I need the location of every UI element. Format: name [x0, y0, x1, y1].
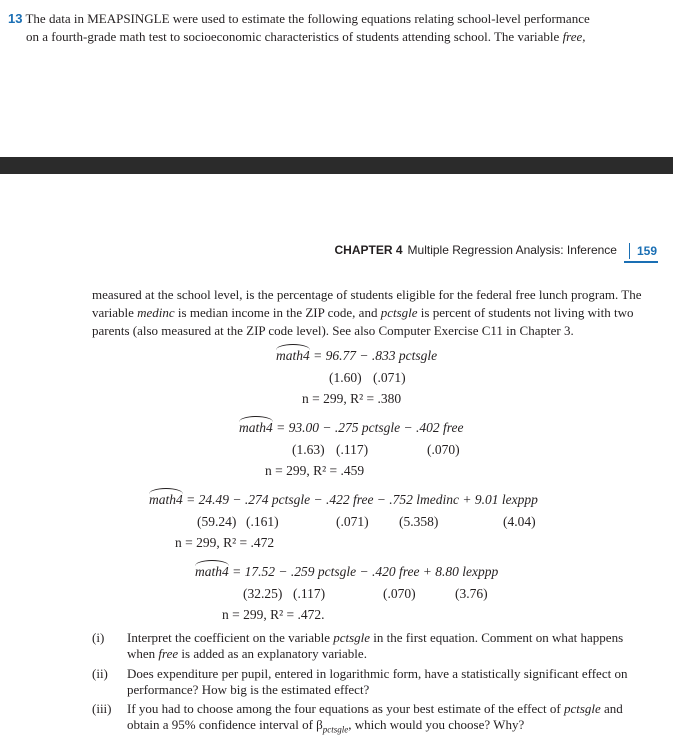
equation-3-se-5: (4.04)	[503, 514, 536, 529]
paragraph-text: is median income in the ZIP code, and	[177, 305, 378, 320]
question-text	[127, 701, 662, 738]
variable-pctsgle: pctsgle	[333, 630, 371, 645]
equation-2	[239, 420, 463, 436]
equation-1	[276, 348, 437, 364]
paragraph-text: measured at the school level, is the percentage of students eligible for the federal free lunch program. The	[92, 287, 642, 302]
question-label: (i)	[92, 630, 105, 645]
variable-free: free,	[562, 29, 586, 44]
equation-rhs: = 93.00 − .275 pctsgle − .402	[276, 420, 440, 435]
equation-1-stats: n = 299, R² = .380	[302, 391, 402, 406]
equation-4-se-1: (32.25)	[243, 586, 283, 601]
question-label: (iii)	[92, 701, 112, 716]
chapter-label: CHAPTER 4	[334, 243, 403, 257]
continuation-line-1	[92, 287, 642, 303]
equation-4-stats: n = 299, R² = .472.	[222, 607, 325, 622]
variable-pctsgle: pctsgle	[563, 701, 601, 716]
question-text-part: and	[604, 701, 623, 716]
question-iii	[92, 701, 662, 738]
continuation-line-3	[92, 323, 574, 339]
equation-3-se-2: (.161)	[246, 514, 279, 529]
question-text-part: Does expenditure per pupil, entered in logarithmic form, have a statistically significant effect on	[127, 666, 628, 681]
question-label: (ii)	[92, 666, 108, 681]
equation-4-se-4: (3.76)	[455, 586, 488, 601]
problem-text: on a fourth-grade math test to socioeconomic characteristics of students attending school. The variable	[26, 29, 560, 44]
question-text-part: If you had to choose among the four equations as your best estimate of the effect of	[127, 701, 561, 716]
variable-free: free	[158, 646, 179, 661]
equation-3	[149, 492, 538, 508]
equation-3-se-3: (.071)	[336, 514, 369, 529]
variable-medinc: medinc	[137, 305, 175, 320]
problem-number: 13	[8, 11, 23, 26]
equation-rhs: = 96.77 − .833 pctsgle	[313, 348, 438, 363]
question-text	[127, 630, 662, 662]
problem-intro-line-2	[26, 29, 586, 45]
equation-4	[195, 564, 498, 580]
question-ii	[92, 666, 662, 698]
lhs-math4-hat: math4	[239, 420, 273, 435]
page-break-band	[0, 157, 673, 174]
chapter-title: Multiple Regression Analysis: Inference	[407, 243, 617, 257]
equation-4-se-3: (.070)	[383, 586, 416, 601]
equation-1-se-1: (1.60)	[329, 370, 362, 385]
variable-pctsgle: pctsgle	[380, 305, 418, 320]
lhs-math4-hat: math4	[195, 564, 229, 579]
question-i	[92, 630, 662, 662]
problem-intro-line-1	[8, 11, 590, 27]
equation-2-stats: n = 299, R² = .459	[265, 463, 365, 478]
question-text-part: , which would you choose? Why?	[348, 717, 525, 732]
question-text-part: in the first equation. Comment on what happens	[373, 630, 624, 645]
equation-4-se-2: (.117)	[293, 586, 326, 601]
lhs-math4-hat: math4	[276, 348, 310, 363]
continuation-line-2	[92, 305, 633, 321]
problem-text: The data in MEAPSINGLE were used to estimate the following equations relating school-level performance	[25, 11, 590, 26]
question-text-part: Interpret the coefficient on the variable	[127, 630, 330, 645]
question-text-part: obtain a 95% confidence interval of β	[127, 717, 323, 732]
question-text-part: when	[127, 646, 156, 661]
page-number-rule	[624, 261, 658, 263]
equation-2-se-3: (.070)	[427, 442, 460, 457]
equation-rhs: = 24.49 − .274 pctsgle − .422 free − .752 lmedinc + 9.01 lexppp	[186, 492, 538, 507]
paragraph-text: parents (also measured at the ZIP code level). See also Computer Exercise C11 in Chapter 3.	[92, 323, 574, 338]
equation-3-se-4: (5.358)	[399, 514, 439, 529]
equation-2-se-1: (1.63)	[292, 442, 325, 457]
lhs-math4-hat: math4	[149, 492, 183, 507]
page-header	[335, 243, 657, 263]
equation-rhs: = 17.52 − .259 pctsgle − .420 free + 8.80 lexppp	[232, 564, 499, 579]
question-text-part: performance? How big is the estimated effect?	[127, 682, 370, 697]
subscript-pctsgle: pctsgle	[322, 724, 349, 735]
question-text	[127, 666, 662, 698]
question-text-part: is added as an explanatory variable.	[181, 646, 367, 661]
equation-2-se-2: (.117)	[336, 442, 369, 457]
paragraph-text: variable	[92, 305, 134, 320]
page-number: 159	[629, 243, 657, 259]
variable-free: free	[442, 420, 464, 435]
equation-3-se-1: (59.24)	[197, 514, 237, 529]
equation-1-se-2: (.071)	[373, 370, 406, 385]
paragraph-text: is percent of students not living with two	[420, 305, 634, 320]
equation-3-stats: n = 299, R² = .472	[175, 535, 275, 550]
